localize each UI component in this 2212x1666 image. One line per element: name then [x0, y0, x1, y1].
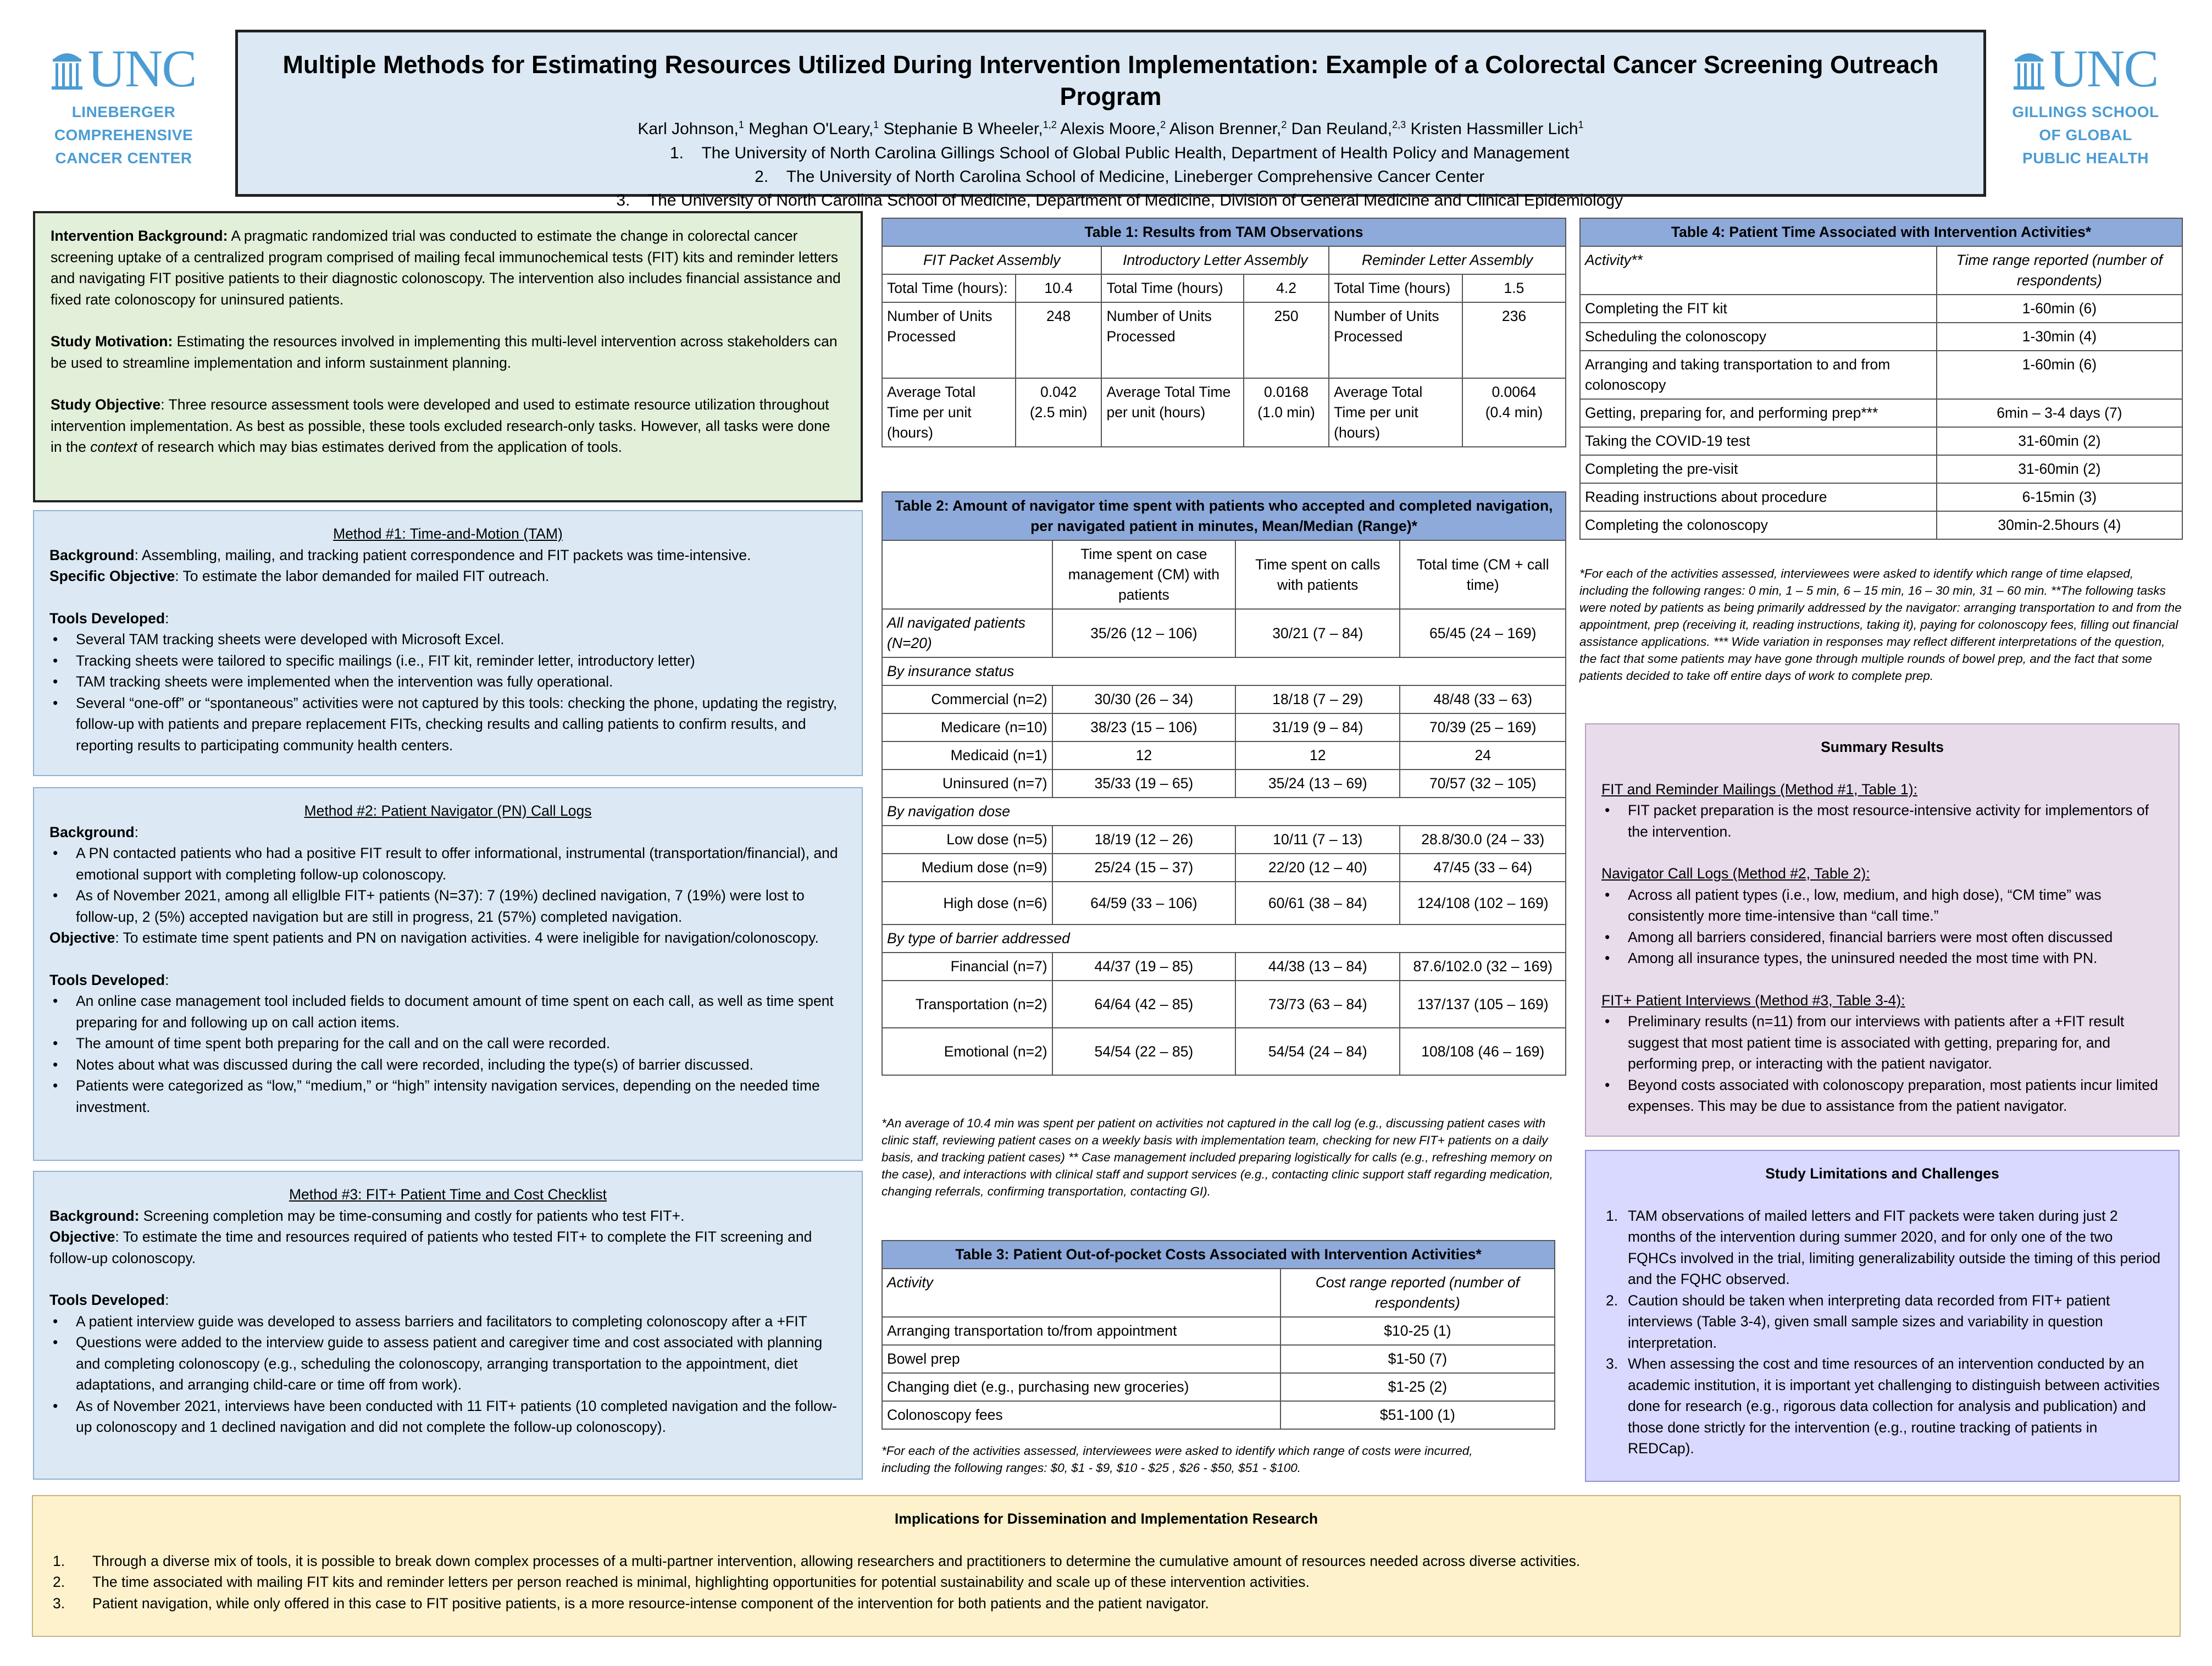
summary-section-title: FIT and Reminder Mailings (Method #1, Table 1): — [1601, 781, 1917, 798]
list-item: • TAM tracking sheets were implemented when the intervention was fully operational. — [49, 671, 846, 693]
list-item: • Several TAM tracking sheets were developed with Microsoft Excel. — [49, 629, 846, 650]
table-row: Uninsured (n=7) 35/33 (19 – 65) 35/24 (13 – 69) 70/57 (32 – 105) — [882, 770, 1566, 798]
study-motivation: Study Motivation: Estimating the resources involved in implementing this multi-level intervention across stakeholders can be used to streamline implementation and inform sustainment planning. — [51, 333, 838, 371]
column-header: Activity** — [1580, 246, 1937, 295]
table-row: Transportation (n=2) 64/64 (42 – 85) 73/73 (63 – 84) 137/137 (105 – 169) — [882, 981, 1566, 1028]
table-row: All navigated patients (N=20) 35/26 (12 – 106) 30/21 (7 – 84) 65/45 (24 – 169) — [882, 609, 1566, 657]
table-row: Average Total Time per unit (hours) 0.042 (2.5 min) Average Total Time per unit (hours) 0.0168 (1.0 min) Average Total Time per unit (hours) 0.0064 (0.4 min) — [882, 378, 1566, 447]
table-row: Number of Units Processed 248 Number of Units Processed 250 Number of Units Processed 236 — [882, 302, 1566, 378]
table-row: Medicaid (n=1) 12 12 24 — [882, 741, 1566, 770]
table-row: Low dose (n=5) 18/19 (12 – 26) 10/11 (7 – 13) 28.8/30.0 (24 – 33) — [882, 826, 1566, 854]
unc-wordmark: UNC — [2049, 39, 2158, 98]
list-item: 2. Caution should be taken when interpreting data recorded from FIT+ patient interviews (Table 3-4), given small sample sizes and variability in question interpretation. — [1606, 1292, 2110, 1351]
table-2 — [882, 491, 1566, 1076]
table-row: Financial (n=7) 44/37 (19 – 85) 44/38 (13 – 84) 87.6/102.0 (32 – 169) — [882, 953, 1566, 981]
column-header: Activity — [882, 1269, 1280, 1317]
method-2-heading: Method #2: Patient Navigator (PN) Call Logs — [304, 802, 592, 819]
list-item: • An online case management tool included fields to document amount of time spent on each call, as well as time spent preparing for and following up on call action items. — [49, 990, 846, 1033]
table-4 — [1579, 218, 2183, 540]
list-item: • Beyond costs associated with colonoscopy preparation, most patients incur limited expenses. This may be due to assistance from the patient navigator. — [1601, 1075, 2163, 1117]
list-item: • Among all insurance types, the uninsured needed the most time with PN. — [1601, 948, 2163, 969]
table-1-caption: Table 1: Results from TAM Observations — [882, 218, 1566, 246]
section-title: By type of barrier addressed — [882, 925, 1566, 953]
implications-heading: Implications for Dissemination and Implementation Research — [894, 1510, 1318, 1527]
list-item: • Patients were categorized as “low,” “medium,” or “high” intensity navigation services, depending on the needed time investment. — [49, 1075, 846, 1117]
author-list: Karl Johnson,$^1$ Meghan O'Leary,$^1$ Stephanie B Wheeler,$^{1,2}$ Alexis Moore,$^2$ Alison Brenner,$^2$ Dan Reuland,$^{2,3}$ Kristen Hassmiller Lich$^1$ — [637, 119, 1584, 138]
method-3-box: Method #3: FIT+ Patient Time and Cost Checklist Background: Screening completion may be time-consuming and costly for patients who test FIT+. Objective: To estimate the time and resources required of patients who tested FIT+ to complete the FIT screening and follow-up colonoscopy. Tools Developed: • A patient interview guide was developed to assess barriers and facilitators to completing colonoscopy after a +FIT • Questions were added to the interview guide to assess patient and caregiver time and cost associated with planning and completing colonoscopy (e.g., scheduling the colonoscopy, arranging transportation to the appointment, diet adaptations, and arranging child-care or time off from work). • As of November 2021, interviews have been conducted with 11 FIT+ patients (10 completed navigation and the follow-up colonoscopy and 1 declined navigation and did not complete the follow-up colonoscopy). — [33, 1171, 863, 1480]
intro-box — [33, 211, 863, 502]
table-row: Medicare (n=10) 38/23 (15 – 106) 31/19 (9 – 84) 70/39 (25 – 169) — [882, 713, 1566, 741]
list-item: • Tracking sheets were tailored to specific mailings (i.e., FIT kit, reminder letter, introductory letter) — [49, 650, 846, 672]
list-item: 1. Through a diverse mix of tools, it is possible to break down complex processes of a multi-partner intervention, allowing researchers and practitioners to determine the cumulative amount of resources needed across diverse activities. — [53, 1552, 1581, 1569]
column-header: Total time (CM + call time) — [1400, 540, 1566, 609]
table-row: Taking the COVID-19 test 31-60min (2) — [1580, 427, 2182, 455]
intervention-background: Intervention Background: A pragmatic randomized trial was conducted to estimate the change in colorectal cancer screening uptake of a centralized program comprised of mailing fecal immunochemical tests (FIT) kits and reminder letters and navigating FIT positive patients to their diagnostic colonoscopy. The intervention also includes financial assistance and fixed rate colonoscopy for uninsured patients. — [51, 228, 841, 308]
summary-results-box — [1585, 723, 2180, 1137]
method-3-heading: Method #3: FIT+ Patient Time and Cost Checklist — [289, 1186, 607, 1203]
unc-gillings-logo — [1995, 38, 2176, 170]
table-1-group: Introductory Letter Assembly — [1101, 246, 1329, 274]
unc-lineberger-logo — [33, 38, 214, 170]
table-row: Changing diet (e.g., purchasing new groceries) $1-25 (2) — [882, 1373, 1555, 1401]
table-1 — [882, 218, 1566, 447]
method-1-heading: Method #1: Time-and-Motion (TAM) — [333, 525, 563, 542]
table-row: Completing the pre-visit 31-60min (2) — [1580, 455, 2182, 483]
poster-header — [235, 30, 1986, 209]
summary-section-title: FIT+ Patient Interviews (Method #3, Table 3-4): — [1601, 992, 1905, 1009]
table-row: Arranging and taking transportation to and from colonoscopy 1-60min (6) — [1580, 351, 2182, 399]
affiliation-1: 1. The University of North Carolina Gillings School of Global Public Health, Department of Health Policy and Management — [669, 144, 1570, 162]
list-item: • Across all patient types (i.e., low, medium, and high dose), “CM time” was consistently more time-intensive than “call time.” — [1601, 884, 2163, 927]
limitations-heading: Study Limitations and Challenges — [1765, 1165, 1999, 1182]
table-1-group: Reminder Letter Assembly — [1329, 246, 1566, 274]
table-row: Total Time (hours): 10.4 Total Time (hours) 4.2 Total Time (hours) 1.5 — [882, 274, 1566, 302]
limitations-box — [1585, 1150, 2180, 1482]
table-row: Medium dose (n=9) 25/24 (15 – 37) 22/20 (12 – 40) 47/45 (33 – 64) — [882, 854, 1566, 882]
list-item: 1. TAM observations of mailed letters and FIT packets were taken during just 2 months of the intervention during summer 2020, and for only one of the two FQHCs involved in the trial, limiting generalizability outside the timing of this period and the FQHC observed. — [1606, 1207, 2161, 1287]
list-item: • Questions were added to the interview guide to assess patient and caregiver time and cost associated with planning and completing colonoscopy (e.g., scheduling the colonoscopy, arranging transportation to the appointment, diet adaptations, and arranging child-care or time off from work). — [49, 1332, 846, 1396]
list-item: • As of November 2021, among all elliglble FIT+ patients (N=37): 7 (19%) declined navigation, 7 (19%) were lost to follow-up, 2 (5%) accepted navigation but are still in progress, 21 (57%) completed navigation. — [49, 885, 846, 927]
logo-subtitle: LINEBERGER COMPREHENSIVE CANCER CENTER — [54, 103, 193, 167]
table-2-footnote: *An average of 10.4 min was spent per patient on activities not captured in the call log (e.g., discussing patient cases with clinic staff, reviewing patient cases on a weekly basis with implementation team, checking for new FIT+ patients on a daily basis, and tracking patient cases) ** Case management included preparing logistically for calls (e.g., refreshing memory on the case), and interactions with clinical staff and support services (e.g., contacting clinic support staff regarding medication, changing referrals, confirming transportation, contacting GI). — [882, 1116, 1553, 1198]
list-item: • As of November 2021, interviews have been conducted with 11 FIT+ patients (10 completed navigation and the follow-up colonoscopy and 1 declined navigation and did not complete the follow-up colonoscopy). — [49, 1396, 846, 1438]
list-item: • A PN contacted patients who had a positive FIT result to offer informational, instrumental (transportation/financial), and emotional support with completing follow-up colonoscopy. — [49, 843, 846, 885]
table-row: High dose (n=6) 64/59 (33 – 106) 60/61 (38 – 84) 124/108 (102 – 169) — [882, 882, 1566, 925]
table-row: Reading instructions about procedure 6-15min (3) — [1580, 483, 2182, 511]
summary-heading: Summary Results — [1821, 739, 1944, 755]
table-row: Completing the colonoscopy 30min-2.5hours (4) — [1580, 511, 2182, 539]
method-3-tools-list — [49, 1311, 846, 1438]
list-item: 2. The time associated with mailing FIT kits and reminder letters per person reached is minimal, highlighting opportunities for potential sustainability and scale up of these intervention activities. — [53, 1574, 1310, 1590]
affiliation-3: 3. The University of North Carolina School of Medicine, Department of Medicine, Division of General Medicine and Clinical Epidemiology — [616, 191, 1623, 209]
column-header: Time spent on case management (CM) with patients — [1052, 540, 1235, 609]
table-row: Getting, preparing for, and performing prep*** 6min – 3-4 days (7) — [1580, 399, 2182, 427]
column-header: Time spent on calls with patients — [1235, 540, 1400, 609]
table-3-caption: Table 3: Patient Out-of-pocket Costs Associated with Intervention Activities* — [882, 1241, 1555, 1269]
implications-box — [32, 1495, 2181, 1637]
list-item: 3. When assessing the cost and time resources of an intervention conducted by an academic institution, it is important yet challenging to distinguish between activities done for research (e.g., rigorous data collection for analysis and publication) and those done strictly for the intervention (e.g., routine tracking of patients in REDCap). — [1606, 1355, 2160, 1457]
table-row: Bowel prep $1-50 (7) — [882, 1345, 1555, 1373]
table-2-caption: Table 2: Amount of navigator time spent with patients who accepted and completed navigation, per navigated patient in minutes, Mean/Median (Range)* — [882, 492, 1566, 540]
list-item: • FIT packet preparation is the most resource-intensive activity for implementors of the intervention. — [1601, 800, 2163, 842]
list-item: • Among all barriers considered, financial barriers were most often discussed — [1601, 927, 2163, 948]
table-row: Completing the FIT kit 1-60min (6) — [1580, 295, 2182, 323]
poster-title: Multiple Methods for Estimating Resources Utilized During Intervention Implementation: Example of a Colorectal Cancer Screening Outreach Program — [282, 51, 1939, 110]
section-title: By insurance status — [882, 657, 1566, 685]
table-row: Colonoscopy fees $51-100 (1) — [882, 1401, 1555, 1429]
table-3 — [882, 1240, 1555, 1430]
old-well-icon — [52, 47, 82, 91]
table-3-footnote: *For each of the activities assessed, interviewees were asked to identify which range of costs were incurred, including the following ranges: $0, $1 - $9, $10 - $25 , $26 - $50, $51 - $100. — [882, 1444, 1473, 1475]
list-item: • Several “one-off” or “spontaneous” activities were not captured by this tools: checking the phone, updating the registry, follow-up with patients and prepare replacement FITs, checking results and calling patients to confirm results, and reporting results to participating community health centers. — [49, 693, 846, 756]
table-row: Arranging transportation to/from appointment $10-25 (1) — [882, 1317, 1555, 1345]
column-header: Time range reported (number of respondents) — [1937, 246, 2182, 295]
table-row: Commercial (n=2) 30/30 (26 – 34) 18/18 (7 – 29) 48/48 (33 – 63) — [882, 685, 1566, 713]
method-1-tools-list — [49, 629, 846, 756]
table-4-caption: Table 4: Patient Time Associated with Intervention Activities* — [1580, 218, 2182, 246]
study-objective: Study Objective: Three resource assessment tools were developed and used to estimate resource utilization throughout intervention implementation. As best as possible, these tools excluded research-only tasks. However, all tasks were done in the context of research which may bias estimates derived from the application of tools. — [51, 396, 830, 455]
table-4-footnote: *For each of the activities assessed, interviewees were asked to identify which range of time elapsed, including the following ranges: 0 min, 1 – 5 min, 6 – 15 min, 16 – 30 min, 31 – 60 min. **The following tasks were noted by patients as being primarily addressed by the navigator: arranging transportation to and from the appointment, prep (receiving it, reading instructions, taking it), paying for colonoscopy fees, filling out financial assistance applications. *** Wide variation in responses may reflect different interpretations of the question, the fact that some patients may have gone through multiple rounds of bowel prep, and the fact that some patients decided to take off entire days of work to complete prep. — [1579, 567, 2182, 683]
column-header: Cost range reported (number of respondents) — [1280, 1269, 1555, 1317]
list-item: • Notes about what was discussed during the call were recorded, including the type(s) of barrier discussed. — [49, 1054, 846, 1076]
section-title: By navigation dose — [882, 798, 1566, 826]
table-row: Scheduling the colonoscopy 1-30min (4) — [1580, 323, 2182, 351]
affiliation-2: 2. The University of North Carolina School of Medicine, Lineberger Comprehensive Cancer Center — [755, 168, 1485, 186]
unc-wordmark: UNC — [87, 39, 196, 98]
list-item: 3. Patient navigation, while only offered in this case to FIT positive patients, is a more resource-intense component of the intervention for both patients and the patient navigator. — [53, 1595, 1209, 1612]
summary-section-title: Navigator Call Logs (Method #2, Table 2): — [1601, 865, 1870, 882]
method-1-box: Method #1: Time-and-Motion (TAM) Background: Assembling, mailing, and tracking patient correspondence and FIT packets was time-intensive. Specific Objective: To estimate the labor demanded for mailed FIT outreach. Tools Developed: • Several TAM tracking sheets were developed with Microsoft Excel. • Tracking sheets were tailored to specific mailings (i.e., FIT kit, reminder letter, introductory letter) • TAM tracking sheets were implemented when the intervention was fully operational. • Several “one-off” or “spontaneous” activities were not captured by this tools: checking the phone, updating the registry, follow-up with patients and prepare replacement FITs, checking results and calling patients to confirm results, and reporting results to participating community health centers. — [33, 510, 863, 776]
old-well-icon — [2014, 47, 2044, 91]
table-1-group: FIT Packet Assembly — [882, 246, 1101, 274]
method-2-tools-list — [49, 990, 846, 1117]
list-item: • A patient interview guide was developed to assess barriers and facilitators to completing colonoscopy after a +FIT — [49, 1311, 846, 1332]
method-2-box: Method #2: Patient Navigator (PN) Call Logs Background: • A PN contacted patients who had a positive FIT result to offer informational, instrumental (transportation/financial), and emotional support with completing follow-up colonoscopy. • As of November 2021, among all elliglble FIT+ patients (N=37): 7 (19%) declined navigation, 7 (19%) were lost to follow-up, 2 (5%) accepted navigation but are still in progress, 21 (57%) completed navigation. Objective: To estimate time spent patients and PN on navigation activities. 4 were ineligible for navigation/colonoscopy. Tools Developed: • An online case management tool included fields to document amount of time spent on each call, as well as time spent preparing for and following up on call action items. • The amount of time spent both preparing for the call and on the call were recorded. • Notes about what was discussed during the call were recorded, including the type(s) of barrier discussed. • Patients were categorized as “low,” “medium,” or “high” intensity navigation services, depending on the needed time investment. — [33, 787, 863, 1161]
list-item: • Preliminary results (n=11) from our interviews with patients after a +FIT result suggest that most patient time is associated with getting, preparing for, and performing prep, or interacting with the patient navigator. — [1601, 1011, 2163, 1075]
list-item: • The amount of time spent both preparing for the call and on the call were recorded. — [49, 1033, 846, 1054]
logo-subtitle: GILLINGS SCHOOL OF GLOBAL PUBLIC HEALTH — [2012, 103, 2159, 167]
table-row: Emotional (n=2) 54/54 (22 – 85) 54/54 (24 – 84) 108/108 (46 – 169) — [882, 1028, 1566, 1075]
